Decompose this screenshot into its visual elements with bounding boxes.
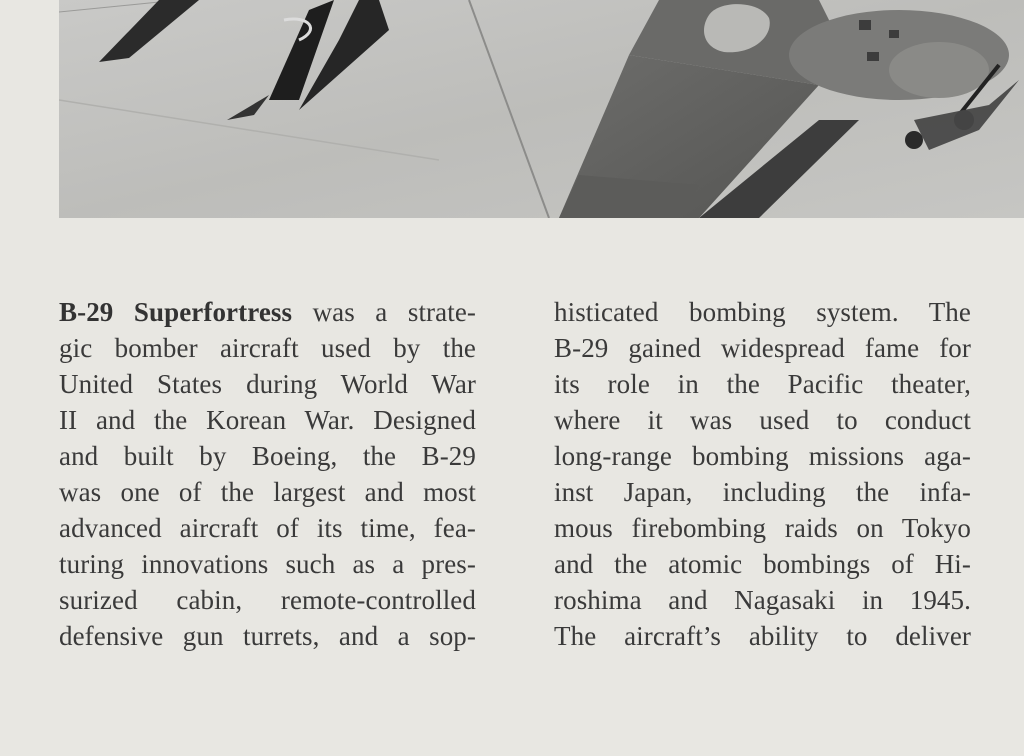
article-line: long-range bombing missions aga- <box>554 441 971 471</box>
article-line: United States during World War <box>59 369 476 399</box>
article-line: was one of the largest and most <box>59 477 476 507</box>
article-line <box>59 294 476 330</box>
article-column-right <box>554 294 971 654</box>
article-line: and the atomic bombings of Hi- <box>554 549 971 579</box>
article-line: its role in the Pacific theater, <box>554 369 971 399</box>
article-line: B-29 gained widespread fame for <box>554 333 971 363</box>
article-line: and built by Boeing, the B-29 <box>59 441 476 471</box>
article-line-text: was a strate- <box>312 297 476 327</box>
article-line: gic bomber aircraft used by the <box>59 333 476 363</box>
article-line: surized cabin, remote-controlled <box>59 585 476 615</box>
article-line: advanced aircraft of its time, fea- <box>59 513 476 543</box>
article-line: roshima and Nagasaki in 1945. <box>554 585 971 615</box>
aircraft-photo-drawing <box>59 0 1024 218</box>
article-line: where it was used to conduct <box>554 405 971 435</box>
article-line: defensive gun turrets, and a sop- <box>59 621 476 651</box>
article-line: The aircraft’s ability to deliver <box>554 621 971 651</box>
article-line: turing innovations such as a pres- <box>59 549 476 579</box>
article-title: B-29 Superfortress <box>59 297 293 327</box>
article-line: inst Japan, including the infa- <box>554 477 971 507</box>
article-line: mous firebombing raids on Tokyo <box>554 513 971 543</box>
aircraft-photo <box>59 0 1024 218</box>
article-line: histicated bombing system. The <box>554 297 971 327</box>
article-column-left <box>59 294 476 654</box>
article-line: II and the Korean War. Designed <box>59 405 476 435</box>
